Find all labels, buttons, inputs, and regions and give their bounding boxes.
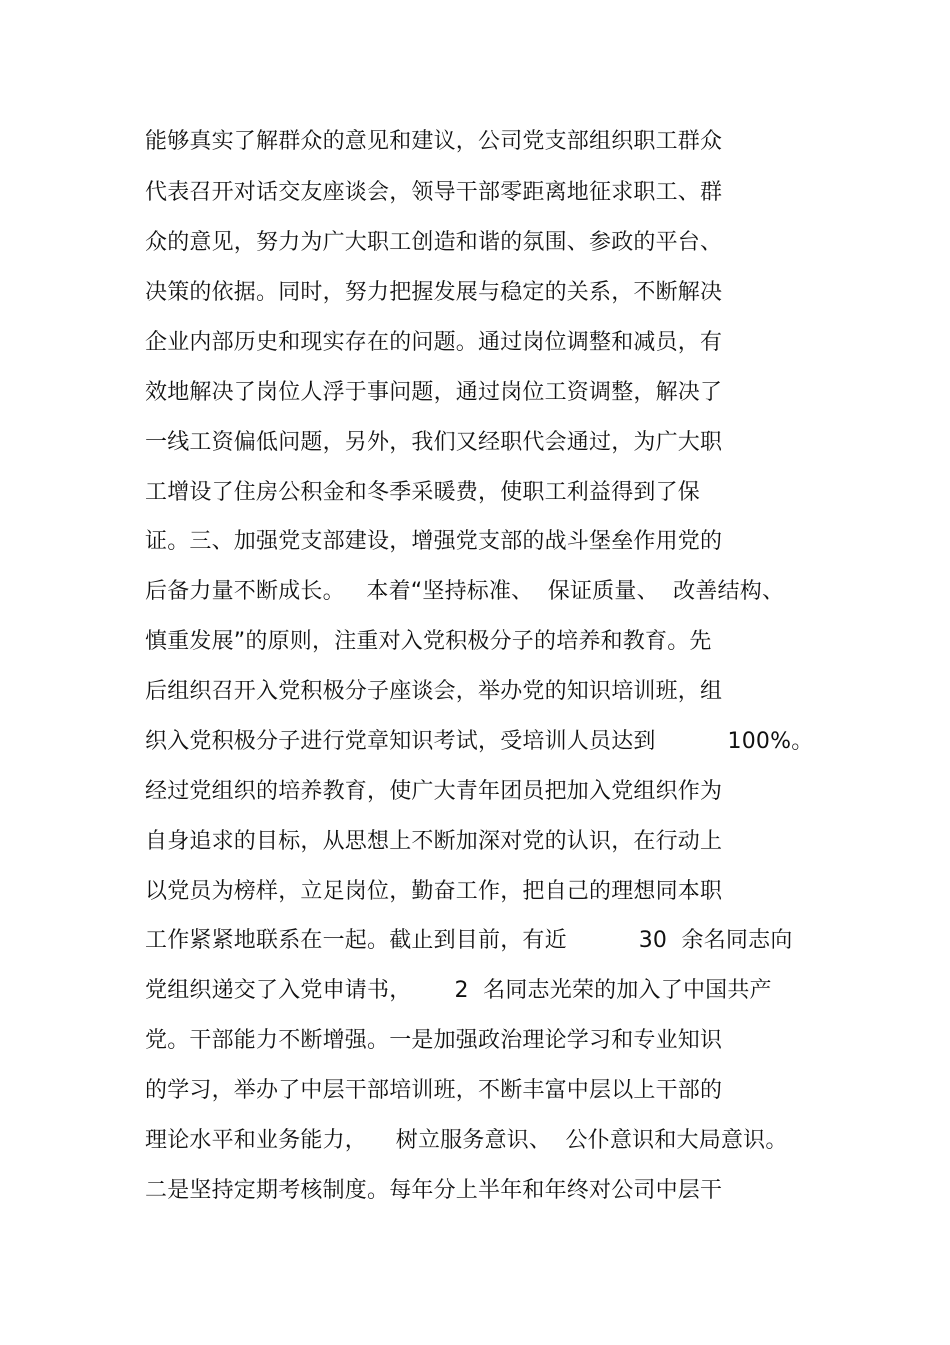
text-line: 工作紧紧地联系在一起。截止到目前，有近 30 余名同志向 xyxy=(145,928,793,953)
text-line: 代表召开对话交友座谈会，领导干部零距离地征求职工、群 xyxy=(145,180,723,205)
text-line: 慎重发展”的原则，注重对入党积极分子的培养和教育。先 xyxy=(145,629,712,654)
text-line: 能够真实了解群众的意见和建议，公司党支部组织职工群众 xyxy=(145,129,723,154)
text-line: 自身追求的目标，从思想上不断加深对党的认识，在行动上 xyxy=(145,829,723,854)
text-line: 众的意见，努力为广大职工创造和谐的氛围、参政的平台、 xyxy=(145,230,723,255)
text-line: 经过党组织的培养教育，使广大青年团员把加入党组织作为 xyxy=(145,779,723,804)
text-line: 织入党积极分子进行党章知识考试，受培训人员达到 100%。 xyxy=(145,729,814,754)
text-line: 党。干部能力不断增强。一是加强政治理论学习和专业知识 xyxy=(145,1028,723,1053)
text-line: 理论水平和业务能力， 树立服务意识、 公仆意识和大局意识。 xyxy=(145,1128,788,1153)
text-line: 企业内部历史和现实存在的问题。通过岗位调整和减员，有 xyxy=(145,330,723,355)
text-line: 后组织召开入党积极分子座谈会，举办党的知识培训班，组 xyxy=(145,679,723,704)
text-line: 工增设了住房公积金和冬季采暖费，使职工利益得到了保 xyxy=(145,480,701,505)
text-line: 的学习，举办了中层干部培训班，不断丰富中层以上干部的 xyxy=(145,1078,723,1103)
text-line: 一线工资偏低问题，另外，我们又经职代会通过，为广大职 xyxy=(145,430,723,455)
text-line: 证。三、加强党支部建设，增强党支部的战斗堡垒作用党的 xyxy=(145,529,723,554)
text-line: 党组织递交了入党申请书， 2 名同志光荣的加入了中国共产 xyxy=(145,978,772,1003)
text-line: 效地解决了岗位人浮于事问题，通过岗位工资调整，解决了 xyxy=(145,380,723,405)
text-line: 以党员为榜样，立足岗位，勤奋工作，把自己的理想同本职 xyxy=(145,879,723,904)
text-line: 后备力量不断成长。 本着“坚持标准、 保证质量、 改善结构、 xyxy=(145,579,785,604)
text-line: 二是坚持定期考核制度。每年分上半年和年终对公司中层干 xyxy=(145,1178,723,1203)
text-line: 决策的依据。同时，努力把握发展与稳定的关系，不断解决 xyxy=(145,280,723,305)
